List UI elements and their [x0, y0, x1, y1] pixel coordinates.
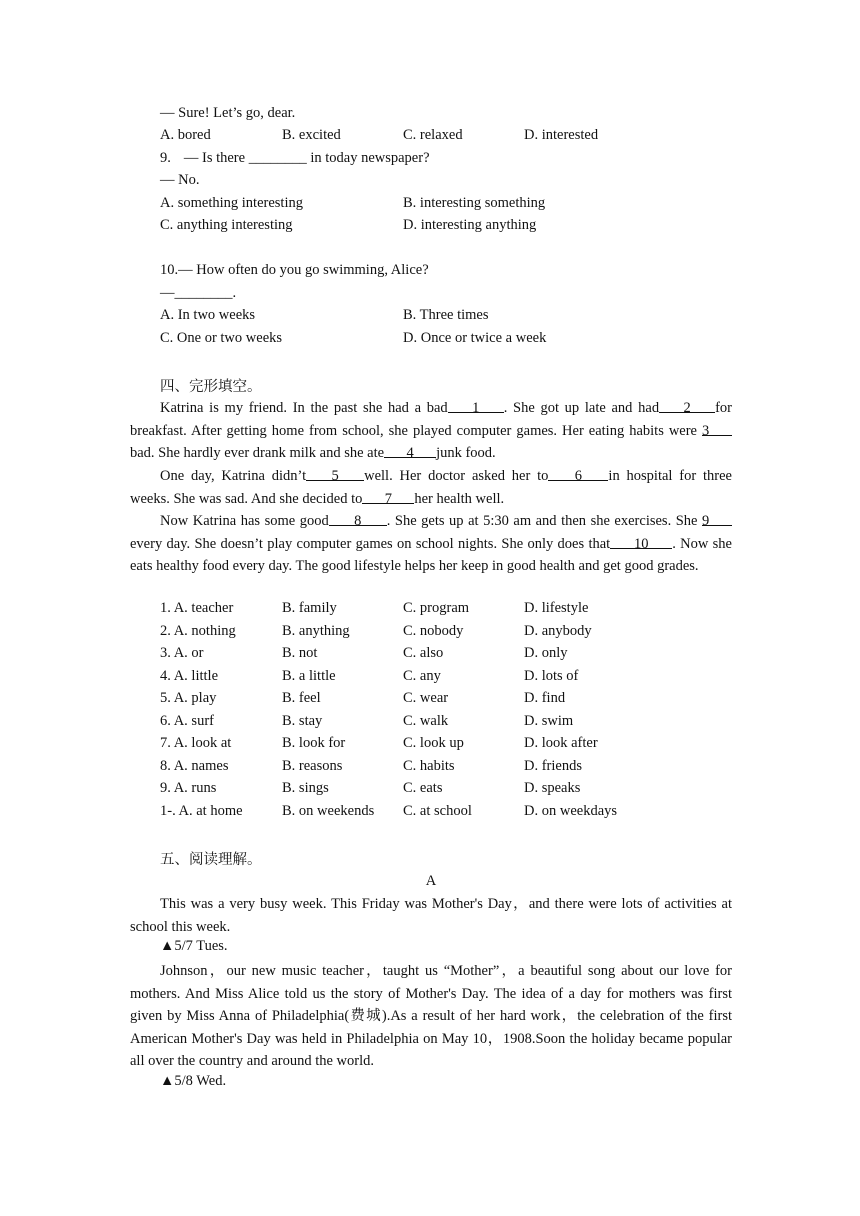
q9-stem-b: in today newspaper?	[306, 150, 430, 166]
q8-option-d: D. interested	[524, 127, 599, 143]
cloze-option-1d: D. lifestyle	[524, 600, 589, 616]
cloze-option-5a: 5. A. play	[160, 690, 217, 706]
q9-stem	[160, 150, 430, 167]
cloze-blank-7: 7	[362, 488, 414, 504]
q10-option-a: A. In two weeks	[160, 307, 256, 323]
cloze-option-4c: C. any	[403, 668, 441, 684]
cloze-option-5b: B. feel	[282, 690, 321, 706]
cloze-option-1a: 1. A. teacher	[160, 600, 234, 616]
cloze-option-5d: D. find	[524, 690, 566, 706]
cloze-option-7a: 7. A. look at	[160, 735, 232, 751]
cloze-blank-2: 2	[659, 397, 715, 413]
cloze-option-4a: 4. A. little	[160, 668, 218, 684]
cloze-option-7c: C. look up	[403, 735, 464, 751]
cloze-option-7d: D. look after	[524, 735, 598, 751]
cloze-option-10a: 1-. A. at home	[160, 803, 243, 819]
q9-blank: ________	[248, 150, 307, 166]
q9-reply: — No.	[160, 172, 200, 188]
section4-heading: 四、完形填空。	[160, 379, 262, 395]
reading-paragraph-2: Johnson，our new music teacher，taught us “Mother”，a beautiful song about our love for mothers. And Miss Alice told us the story of Mother's Day. The idea of a day for mothers was first given by Miss Anna of Philadelphia(费城).As a result of her hard work，the celebration of the first American Mother's Day was held in Philadelphia on May 10，1908.Soon the holiday became popular all over the country and around the world.	[130, 963, 732, 1070]
cloze-option-3d: D. only	[524, 645, 568, 661]
cloze-option-1c: C. program	[403, 600, 470, 616]
cloze-option-10b: B. on weekends	[282, 803, 375, 819]
q9-option-a: A. something interesting	[160, 195, 303, 211]
cloze-option-10c: C. at school	[403, 803, 472, 819]
cloze-blank-6: 6	[548, 465, 608, 481]
reading-paragraph-1: This was a very busy week. This Friday was Mother's Day，and there were lots of activities at school this week.	[130, 896, 732, 935]
cloze-blank-10: 10	[610, 533, 672, 549]
cloze-option-8d: D. friends	[524, 758, 582, 774]
cloze-option-6d: D. swim	[524, 713, 574, 729]
cloze-option-1b: B. family	[282, 600, 337, 616]
date-entry-wed: ▲5/8 Wed.	[160, 1073, 227, 1089]
cloze-option-7b: B. look for	[282, 735, 346, 751]
cloze-option-8b: B. reasons	[282, 758, 343, 774]
cloze-paragraph-1: Katrina is my friend. In the past she had a bad 1 . She got up late and had 2 for breakfast. After getting home from school, she played computer games. Her eating habits were 3bad. She hardly ever drank milk and she ate 4 junk food.	[130, 397, 732, 465]
cloze-option-9a: 9. A. runs	[160, 780, 217, 796]
cloze-option-2d: D. anybody	[524, 623, 592, 639]
q9-option-b: B. interesting something	[403, 195, 546, 211]
cloze-blank-5: 5	[306, 465, 364, 481]
q10-option-b: B. Three times	[403, 307, 489, 323]
q8-option-b: B. excited	[282, 127, 341, 143]
cloze-option-4b: B. a little	[282, 668, 336, 684]
cloze-blank-1: 1	[448, 397, 504, 413]
cloze-option-8c: C. habits	[403, 758, 455, 774]
cloze-option-9d: D. speaks	[524, 780, 581, 796]
cloze-option-3a: 3. A. or	[160, 645, 204, 661]
q10-option-d: D. Once or twice a week	[403, 330, 547, 346]
q10-reply: —________.	[160, 285, 237, 301]
cloze-option-2b: B. anything	[282, 623, 350, 639]
cloze-option-2c: C. nobody	[403, 623, 464, 639]
cloze-option-4d: D. lots of	[524, 668, 579, 684]
cloze-option-6b: B. stay	[282, 713, 323, 729]
cloze-option-3c: C. also	[403, 645, 444, 661]
cloze-blank-8: 8	[329, 510, 387, 526]
cloze-option-10d: D. on weekdays	[524, 803, 618, 819]
cloze-paragraph-2: One day, Katrina didn’t 5 well. Her doctor asked her to 6 in hospital for three weeks. She was sad. And she decided to 7 her health well.	[130, 465, 732, 510]
q9-option-c: C. anything interesting	[160, 217, 293, 233]
cloze-blank-4: 4	[384, 442, 436, 458]
q8-option-a: A. bored	[160, 127, 211, 143]
section5-heading: 五、阅读理解。	[160, 852, 262, 868]
q9-option-d: D. interesting anything	[403, 217, 537, 233]
cloze-blank-3: 3	[702, 420, 732, 436]
cloze-option-3b: B. not	[282, 645, 318, 661]
cloze-option-2a: 2. A. nothing	[160, 623, 236, 639]
cloze-option-5c: C. wear	[403, 690, 449, 706]
date-entry-tues: ▲5/7 Tues.	[160, 938, 228, 954]
q8-option-c: C. relaxed	[403, 127, 463, 143]
cloze-option-8a: 8. A. names	[160, 758, 229, 774]
cloze-option-9c: C. eats	[403, 780, 443, 796]
cloze-option-9b: B. sings	[282, 780, 329, 796]
cloze-option-6a: 6. A. surf	[160, 713, 214, 729]
q8-reply: — Sure! Let’s go, dear.	[160, 105, 296, 121]
passage-label: A	[425, 873, 437, 889]
cloze-paragraph-3: Now Katrina has some good 8 . She gets up at 5:30 am and then she exercises. She 9every day. She doesn’t play computer games on school nights. She only does that 10 . Now she eats healthy food every day. The good lifestyle helps her keep in good health and get good grades.	[130, 510, 732, 578]
cloze-blank-9: 9	[702, 510, 732, 526]
q10-option-c: C. One or two weeks	[160, 330, 283, 346]
q10-stem: 10.— How often do you go swimming, Alice?	[160, 262, 429, 278]
cloze-option-6c: C. walk	[403, 713, 449, 729]
q9-number: 9.	[160, 150, 171, 166]
q9-stem-a: — Is there	[183, 150, 249, 166]
